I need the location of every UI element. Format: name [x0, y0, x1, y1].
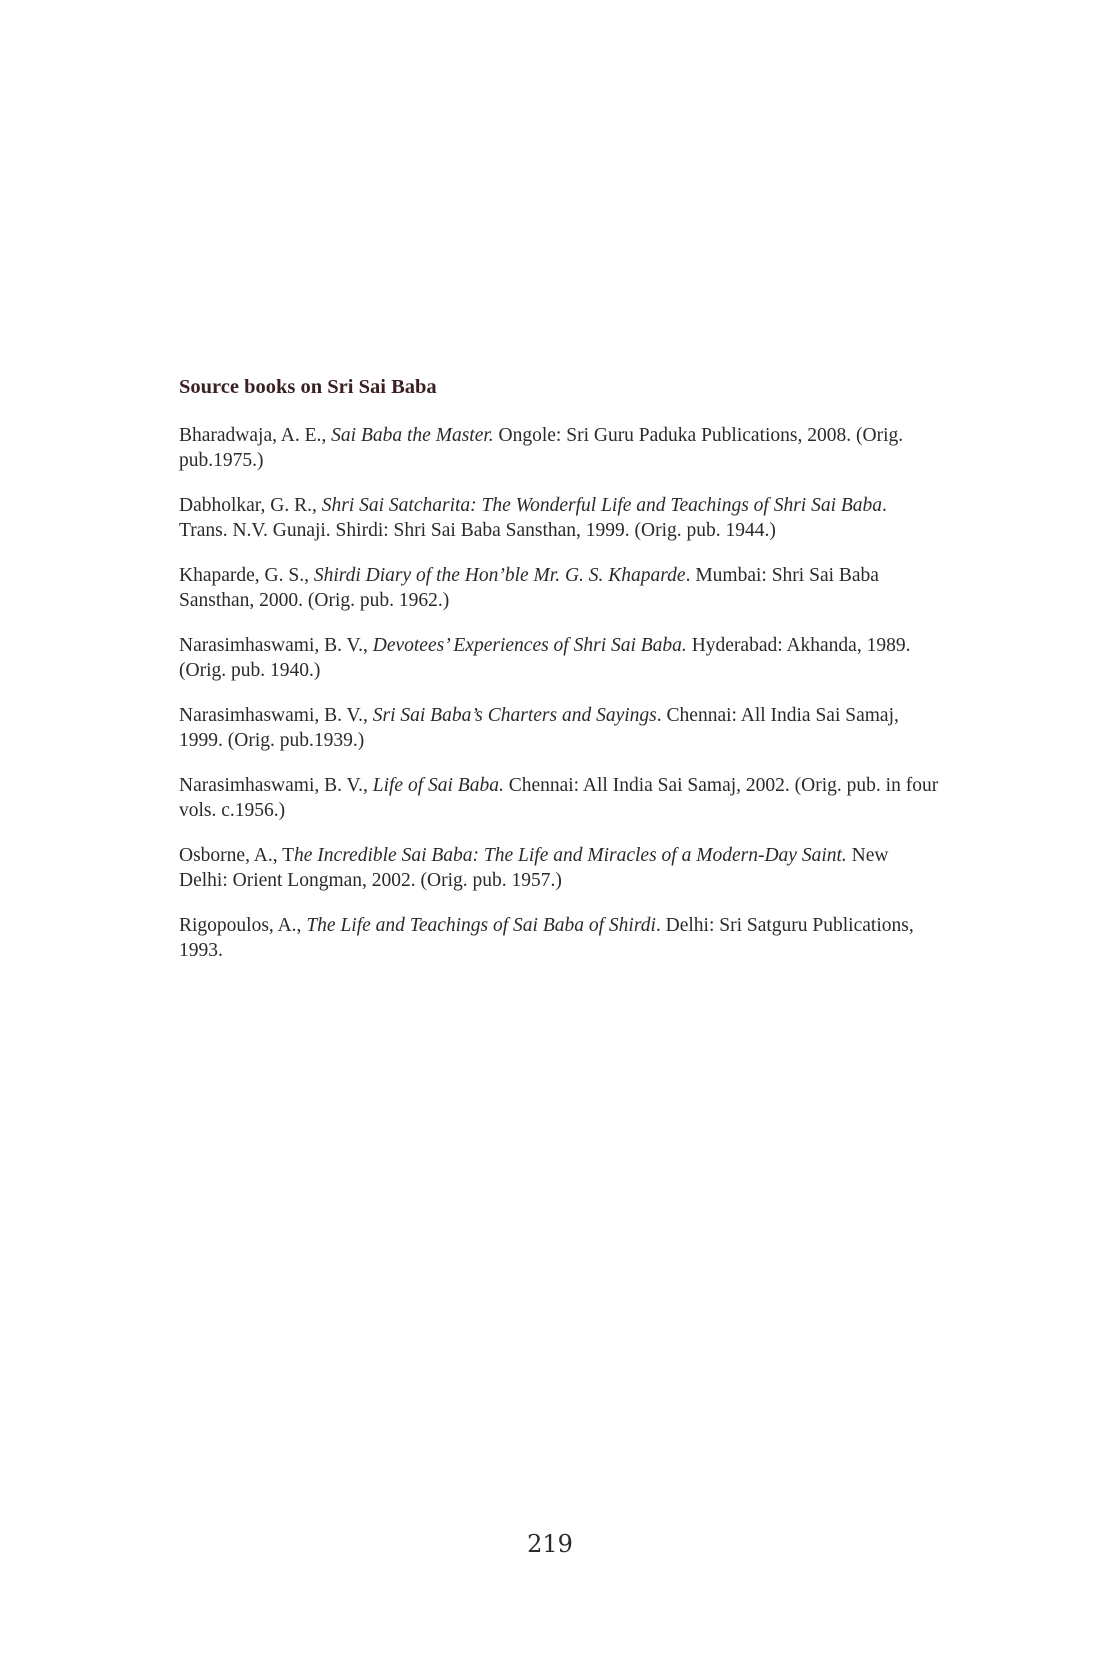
bibliography-entry [179, 773, 939, 823]
entry-title: Life of Sai Baba. [372, 774, 504, 796]
entry-author: Narasimhaswami, B. V., [179, 774, 373, 796]
bibliography-entry [179, 423, 939, 473]
entry-publication: New Delhi: Orient Longman, 2002. (Orig. pub. 1957.) [179, 844, 889, 891]
entry-title: Shirdi Diary of the Hon’ble Mr. G. S. Khaparde [313, 564, 686, 586]
entry-title: Sri Sai Baba’s Charters and Sayings [372, 704, 657, 726]
entry-publication: . Chennai: All India Sai Samaj, 1999. (Orig. pub.1939.) [179, 704, 899, 751]
section-heading: Source books on Sri Sai Baba [179, 376, 437, 398]
bibliography-entry [179, 703, 939, 753]
bibliography-section [179, 374, 939, 983]
entry-title: he Incredible Sai Baba: The Life and Miracles of a Modern-Day Saint. [294, 844, 847, 866]
entry-title: The Life and Teachings of Sai Baba of Shirdi [306, 914, 656, 936]
entry-author: Dabholkar, G. R., [179, 494, 322, 516]
bibliography-entry [179, 843, 939, 893]
entry-author: Bharadwaja, A. E., [179, 424, 332, 446]
entry-publication: Ongole: Sri Guru Paduka Publications, 2008. (Orig. pub.1975.) [179, 424, 904, 471]
entry-title: Devotees’ Experiences of Shri Sai Baba. [372, 634, 687, 656]
entry-author: Narasimhaswami, B. V., [179, 704, 373, 726]
bibliography-entry [179, 493, 939, 543]
entry-author: Narasimhaswami, B. V., [179, 634, 373, 656]
entry-author: Osborne, A., T [179, 844, 295, 866]
entry-publication: . Mumbai: Shri Sai Baba Sansthan, 2000. (Orig. pub. 1962.) [179, 564, 879, 611]
entry-publication: Chennai: All India Sai Samaj, 2002. (Orig. pub. in four vols. c.1956.) [179, 774, 939, 821]
entry-publication: . Trans. N.V. Gunaji. Shirdi: Shri Sai Baba Sansthan, 1999. (Orig. pub. 1944.) [179, 494, 887, 541]
page-number: 219 [527, 1530, 573, 1558]
entry-author: Khaparde, G. S., [179, 564, 314, 586]
bibliography-entry [179, 633, 939, 683]
bibliography-entry [179, 563, 939, 613]
bibliography-entry [179, 913, 939, 963]
entry-author: Rigopoulos, A., [179, 914, 307, 936]
entry-publication: Hyderabad: Akhanda, 1989. (Orig. pub. 1940.) [179, 634, 911, 681]
entry-title: Shri Sai Satcharita: The Wonderful Life and Teachings of Shri Sai Baba [321, 494, 883, 516]
entry-title: Sai Baba the Master. [331, 424, 494, 446]
entry-publication: . Delhi: Sri Satguru Publications, 1993. [179, 914, 914, 961]
